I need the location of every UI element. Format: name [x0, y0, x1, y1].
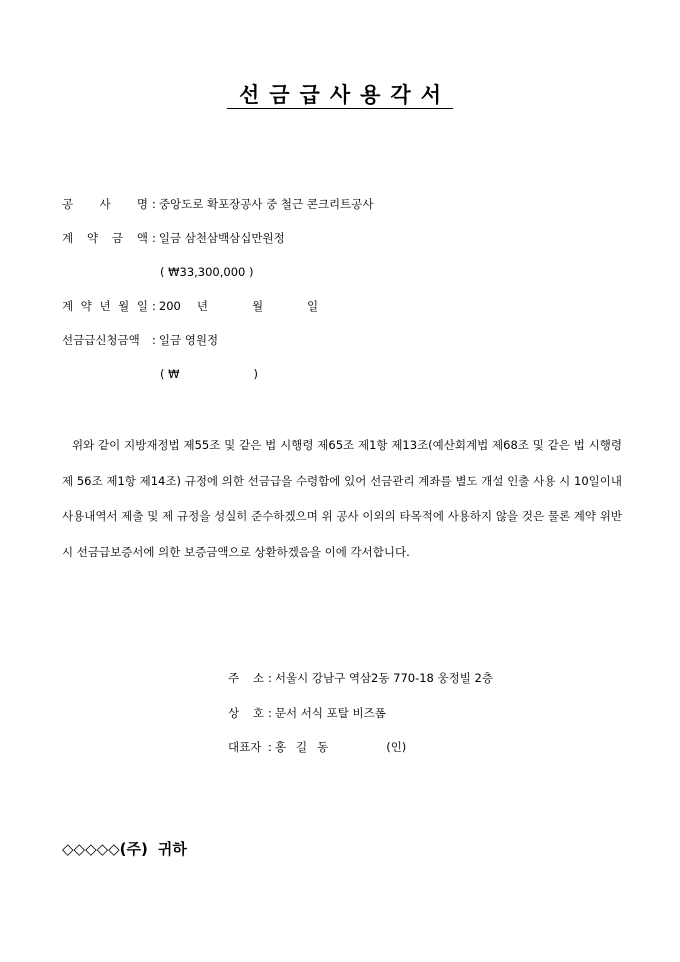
- label-char: 호: [252, 706, 264, 720]
- year-unit: 년: [196, 299, 208, 313]
- company-row: [228, 705, 386, 721]
- project-label: [62, 196, 148, 212]
- contract-amount-row: [62, 230, 285, 246]
- advance-numeric-close: ): [253, 367, 259, 381]
- label-char: 액: [136, 231, 148, 245]
- label-char: 약: [86, 231, 99, 245]
- seal-mark: (인): [386, 740, 407, 754]
- day-unit: 일: [307, 299, 319, 313]
- label-char: 주: [228, 671, 240, 685]
- month-unit: 월: [251, 299, 264, 313]
- address-row: [228, 670, 493, 686]
- contract-amount-value: 일금 삼천삼백삼십만원정: [158, 231, 285, 245]
- colon: :: [268, 671, 272, 685]
- advance-amount-value: 일금 영원정: [158, 333, 219, 347]
- label-char: 일: [136, 299, 148, 313]
- project-value: 중앙도로 확포장공사 중 철근 콘크리트공사: [158, 197, 374, 211]
- colon: :: [152, 333, 156, 347]
- advance-amount-label: 선금급신청금액: [62, 333, 140, 347]
- label-char: 월: [118, 299, 130, 313]
- colon: :: [268, 740, 272, 754]
- label-char: 금: [111, 231, 124, 245]
- label-char: 공: [62, 197, 74, 211]
- address-label: [228, 670, 264, 686]
- label-char: 명: [136, 197, 148, 211]
- project-row: [62, 196, 373, 212]
- company-label: [228, 705, 264, 721]
- pledge-paragraph: 위와 같이 지방재정법 제55조 및 같은 법 시행령 제65조 제1항 제13조(예산회계법 제68조 및 같은 법 시행령 제 56조 제1항 제14조) 규정에 의한 선금급을 수령함에 있어 선금관리 계좌를 별도 개설 인출 사용 시 10일이내 사용내역서 제출 및 제 규정을 성실히 준수하겠으며 위 공사 이외의 타목적에 사용하지 않을 것은 물론 계약 위반시 선금급보증서에 의한 보증금액으로 상환하겠음을 이에 각서합니다.: [62, 438, 622, 559]
- label-char: 사: [99, 197, 111, 211]
- advance-amount-row: [62, 332, 218, 348]
- document-title: [0, 82, 680, 109]
- representative-row: [228, 739, 406, 755]
- label-char: 상: [228, 706, 240, 720]
- colon: :: [152, 231, 156, 245]
- title-text: 선금급사용각서: [227, 82, 453, 109]
- colon: :: [268, 706, 272, 720]
- contract-year: 200: [158, 299, 181, 313]
- advance-amount-numeric: [160, 366, 258, 382]
- colon: :: [152, 299, 156, 313]
- label-char: 소: [252, 671, 264, 685]
- label-char: 계: [62, 299, 74, 313]
- representative-label: 대표자: [228, 740, 262, 754]
- label-char: 계: [62, 231, 74, 245]
- address-value: 서울시 강남구 역삼2동 770-18 웅정빌 2층: [274, 671, 493, 685]
- recipient: [62, 838, 187, 859]
- advance-numeric-open: ( ₩: [160, 367, 180, 381]
- representative-name: 홍길동: [274, 740, 339, 754]
- company-value: 문서 서식 포탈 비즈폼: [274, 706, 386, 720]
- label-char: 년: [99, 299, 111, 313]
- contract-date-row: [62, 298, 318, 314]
- contract-amount-numeric: ( ₩33,300,000 ): [160, 265, 254, 279]
- recipient-honorific: 귀하: [157, 840, 187, 858]
- contract-amount-label: [62, 230, 148, 246]
- colon: :: [152, 197, 156, 211]
- label-char: 약: [80, 299, 92, 313]
- recipient-name: ◇◇◇◇◇(주): [62, 840, 148, 858]
- contract-date-label: [62, 298, 148, 314]
